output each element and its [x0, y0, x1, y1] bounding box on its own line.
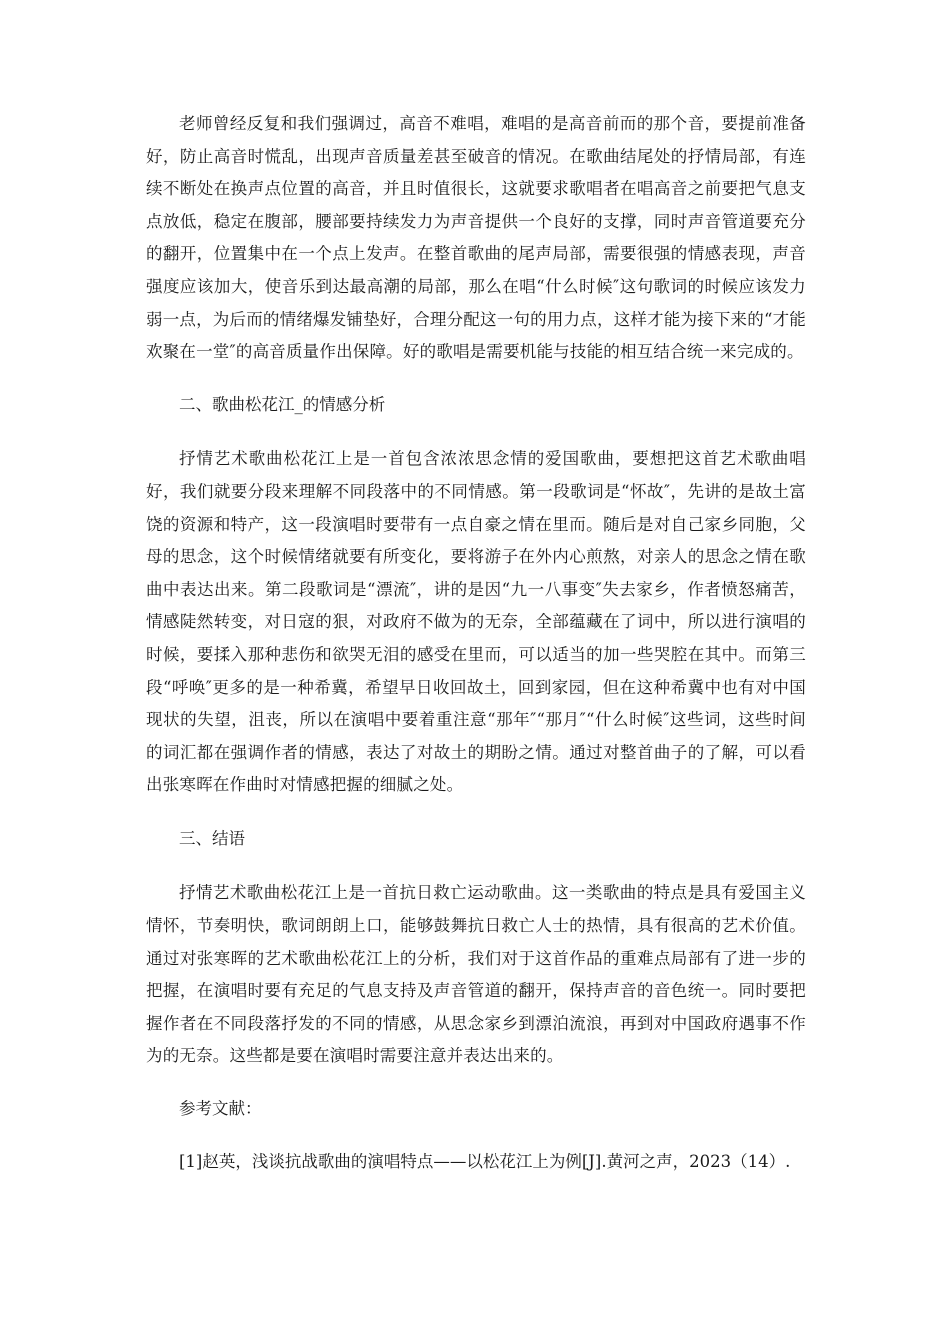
- document-page: [146, 108, 806, 1178]
- references-title: 参考文献：: [179, 1099, 262, 1119]
- reference-item: [1]赵英，浅谈抗战歌曲的演唱特点——以松花江上为例[J].黄河之声，2023（14）.: [179, 1151, 791, 1171]
- section-heading-emotion-analysis: 二、歌曲松花江_的情感分析: [179, 394, 386, 414]
- body-paragraph-emotion-analysis: 抒情艺术歌曲松花江上是一首包含浓浓思念情的爱国歌曲，要想把这首艺术歌曲唱好，我们就要分段来理解不同段落中的不同情感。第一段歌词是“怀故″，先讲的是故土富饶的资源和特产，这一段演唱时要带有一点自豪之情在里而。随后是对自己家乡同胞，父母的思念，这个时候情绪就要有所变化，要将游子在外内心煎熬，对亲人的思念之情在歌曲中表达出来。第二段歌词是“漂流″，讲的是因“九一八事变″失去家乡，作者愤怒痛苦，情感陡然转变，对日寇的狠，对政府不做为的无奈，全部蕴藏在了词中，所以进行演唱的时候，要揉入那种悲伤和欲哭无泪的感受在里而，可以适当的加一些哭腔在其中。而第三段“呼唤″更多的是一种希冀，希望早日收回故土，回到家园，但在这种希冀中也有对中国现状的失望，沮丧，所以在演唱中要着重注意“那年″“那月″“什么时候″这些词，这些时间的词汇都在强调作者的情感，表达了对故土的期盼之情。通过对整首曲子的了解，可以看出张寒晖在作曲时对情感把握的细腻之处。: [146, 449, 806, 795]
- body-paragraph-singing-technique: 老师曾经反复和我们强调过，高音不难唱，难唱的是高音前而的那个音，要提前准备好，防止高音时慌乱，出现声音质量差甚至破音的情况。在歌曲结尾处的抒情局部，有连续不断处在换声点位置的高音，并且时值很长，这就要求歌唱者在唱高音之前要把气息支点放低，稳定在腹部，腰部要持续发力为声音提供一个良好的支撑，同时声音管道要充分的翻开，位置集中在一个点上发声。在整首歌曲的尾声局部，需要很强的情感表现，声音强度应该加大，使音乐到达最高潮的局部，那么在唱“什么时候″这句歌词的时候应该发力弱一点，为后而的情绪爆发铺垫好，合理分配这一句的用力点，这样才能为接下来的“才能欢聚在一堂″的高音质量作出保障。好的歌唱是需要机能与技能的相互结合统一来完成的。: [146, 114, 806, 362]
- section-heading-conclusion: 三、结语: [179, 828, 245, 848]
- body-paragraph-conclusion: 抒情艺术歌曲松花江上是一首抗日救亡运动歌曲。这一类歌曲的特点是具有爱国主义情怀，节奏明快，歌词朗朗上口，能够鼓舞抗日救亡人士的热情，具有很高的艺术价值。通过对张寒晖的艺术歌曲松花江上的分析，我们对于这首作品的重难点局部有了进一步的把握，在演唱时要有充足的气息支持及声音管道的翻开，保持声音的音色统一。同时要把握作者在不同段落抒发的不同的情感，从思念家乡到漂泊流浪，再到对中国政府遇事不作为的无奈。这些都是要在演唱时需要注意并表达出来的。: [146, 883, 806, 1066]
